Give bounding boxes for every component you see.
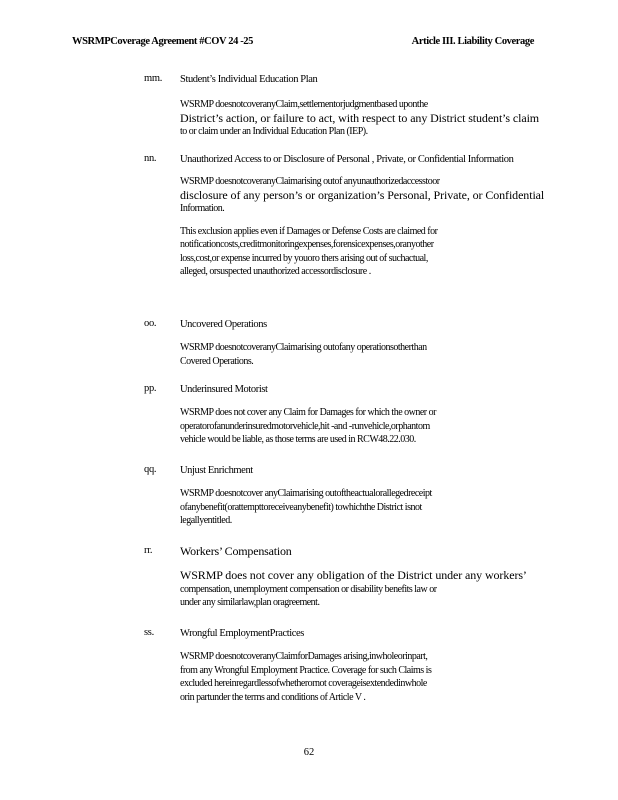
section-paragraph	[180, 569, 558, 610]
section-title: Wrongful EmploymentPractices	[180, 628, 304, 639]
section-title: Student’s Individual Education Plan	[180, 74, 318, 85]
paragraph-line: Covered Operations.	[180, 355, 254, 367]
exclusion-section-pp	[144, 383, 564, 447]
running-header	[72, 36, 534, 50]
section-title: Workers’ Compensation	[180, 544, 292, 558]
section-label: oo.	[144, 318, 157, 329]
exclusion-section-mm	[144, 73, 564, 139]
paragraph-line: from any Wrongful Employment Practice. Coverage for such Claims is	[180, 664, 432, 676]
exclusion-section-rr	[144, 545, 564, 610]
exclusion-section-ss	[144, 627, 564, 704]
section-title: Uncovered Operations	[180, 319, 267, 330]
paragraph-line: WSRMP doesnotcoveranyClaimarising outofany operationsotherthan	[180, 342, 427, 353]
paragraph-line: orin partunder the terms and conditions of Article V .	[180, 691, 366, 703]
paragraph-line: loss,cost,or expense incurred by youoro thers arising out of suchactual,	[180, 252, 428, 264]
section-paragraph	[180, 175, 558, 216]
page-number: 62	[303, 747, 315, 758]
paragraph-line: excluded hereinregardlessofwhetherornot coverageisextendedinwhole	[180, 678, 427, 689]
section-title: Unauthorized Access to or Disclosure of Personal , Private, or Confidential Information	[180, 154, 514, 165]
paragraph-line: operatorofanunderinsuredmotorvehicle,hit -and -runvehicle,orphantom	[180, 420, 430, 432]
paragraph-line: WSRMP doesnotcover anyClaimarising outoftheactualorallegedreceipt	[180, 488, 432, 499]
section-title: Underinsured Motorist	[180, 384, 268, 395]
paragraph-line: WSRMP does not cover any Claim for Damages for which the owner or	[180, 407, 436, 418]
paragraph-line: legallyentitled.	[180, 515, 232, 526]
paragraph-line: WSRMP does not cover any obligation of the District under any workers’	[180, 568, 527, 582]
section-paragraph	[180, 487, 558, 528]
paragraph-line: disclosure of any person’s or organization’s Personal, Private, or Confidential	[180, 187, 545, 202]
paragraph-line: to or claim under an Individual Education Plan (IEP).	[180, 126, 368, 137]
exclusion-section-qq	[144, 464, 564, 528]
header-agreement-title: WSRMPCoverage Agreement #COV 24 -25	[72, 36, 253, 47]
paragraph-line: compensation, unemployment compensation or disability benefits law or	[180, 583, 437, 595]
section-label: rr.	[144, 545, 153, 556]
section-label: nn.	[144, 153, 157, 164]
paragraph-line: WSRMP doesnotcoveranyClaimforDamages arising,inwholeorinpart,	[180, 651, 428, 662]
section-title: Unjust Enrichment	[180, 465, 253, 476]
section-paragraph	[180, 225, 558, 279]
paragraph-line: WSRMP doesnotcoveranyClaimarising outof anyunauthorizedaccesstoor	[180, 176, 440, 187]
paragraph-line: notificationcosts,creditmonitoringexpenses,forensicexpenses,oranyother	[180, 239, 434, 250]
section-paragraph	[180, 98, 558, 139]
section-label: ss.	[144, 627, 154, 638]
paragraph-line: This exclusion applies even if Damages or Defense Costs are claimed for	[180, 225, 438, 237]
paragraph-line: District’s action, or failure to act, with respect to any District student’s claim	[180, 110, 540, 125]
section-label: pp.	[144, 383, 157, 394]
paragraph-line: ofanybenefit(orattempttoreceiveanybenefit) towhichthe District isnot	[180, 501, 422, 513]
paragraph-line: under any similarlaw,plan oragreement.	[180, 597, 320, 608]
section-label: mm.	[144, 73, 163, 84]
paragraph-line: alleged, orsuspected unauthorized accessordisclosure .	[180, 266, 371, 277]
section-paragraph	[180, 341, 558, 368]
paragraph-line: vehicle would be liable, as those terms are used in RCW48.22.030.	[180, 434, 416, 445]
paragraph-line: WSRMP doesnotcoveranyClaim,settlementorjudgmentbased uponthe	[180, 99, 428, 110]
section-paragraph	[180, 406, 558, 447]
paragraph-line: Information.	[180, 203, 225, 214]
section-label: qq.	[144, 464, 157, 475]
header-article-title: Article III. Liability Coverage	[411, 36, 534, 47]
section-paragraph	[180, 650, 558, 704]
exclusion-section-nn	[144, 153, 564, 279]
exclusion-section-oo	[144, 318, 564, 368]
